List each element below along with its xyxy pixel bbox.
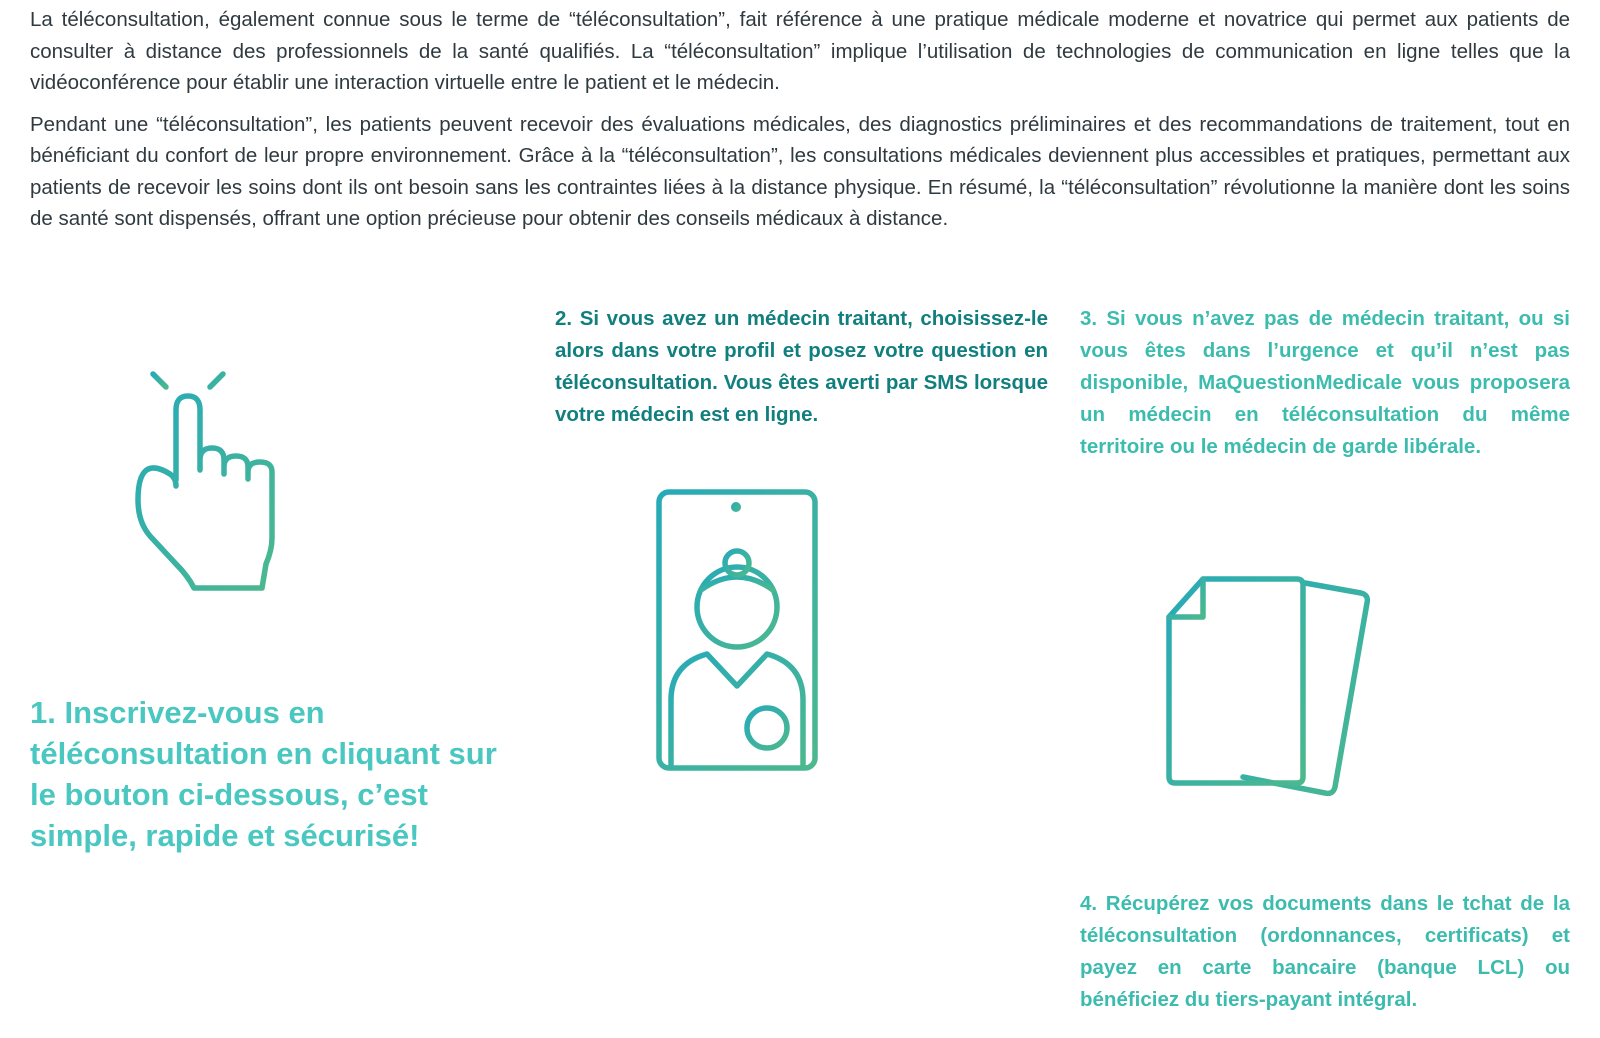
step-4-text: 4. Récupérez vos documents dans le tchat de la téléconsultation (ordonnances, certificats) et payez en carte bancaire (banque LCL) ou bénéficiez du tiers-payant intégral. <box>1080 892 1570 1011</box>
intro-paragraph-1: La téléconsultation, également connue sous le terme de “téléconsultation”, fait référence à une pratique médicale moderne et novatrice qui permet aux patients de consulter à distance des professionnels de la santé qualifiés. La “téléconsultation” implique l’utilisation de technologies de communication en ligne telles que la vidéoconférence pour établir une interaction virtuelle entre le patient et le médecin. <box>30 8 1570 94</box>
intro-text <box>30 4 1570 245</box>
step-3-text: 3. Si vous n’avez pas de médecin traitant, ou si vous êtes dans l’urgence et qu’il n’est pas disponible, MaQuestionMedicale vous proposera un médecin en téléconsultation du même territoire ou le médecin de garde libérale. <box>1080 307 1570 458</box>
step-2-text: 2. Si vous avez un médecin traitant, choisissez-le alors dans votre profil et posez votre question en téléconsultation. Vous êtes averti par SMS lorsque votre médecin est en ligne. <box>555 307 1048 426</box>
step-1-text: 1. Inscrivez-vous en téléconsultation en cliquant sur le bouton ci-dessous, c’est simple, rapide et sécurisé! <box>30 695 497 853</box>
intro-paragraph-2: Pendant une “téléconsultation”, les patients peuvent recevoir des évaluations médicales, des diagnostics préliminaires et des recommandations de traitement, tout en bénéficiant du confort de leur propre environnement. Grâce à la “téléconsultation”, les consultations médicales deviennent plus accessibles et pratiques, permettant aux patients de recevoir les soins dont ils ont besoin sans les contraintes liées à la distance physique. En résumé, la “téléconsultation” révolutionne la manière dont les soins de santé sont dispensés, offrant une option précieuse pour obtenir des conseils médicaux à distance. <box>30 112 1570 230</box>
phone-doctor-icon <box>655 488 825 778</box>
documents-icon <box>1165 575 1375 800</box>
pointing-hand-icon <box>130 350 290 600</box>
